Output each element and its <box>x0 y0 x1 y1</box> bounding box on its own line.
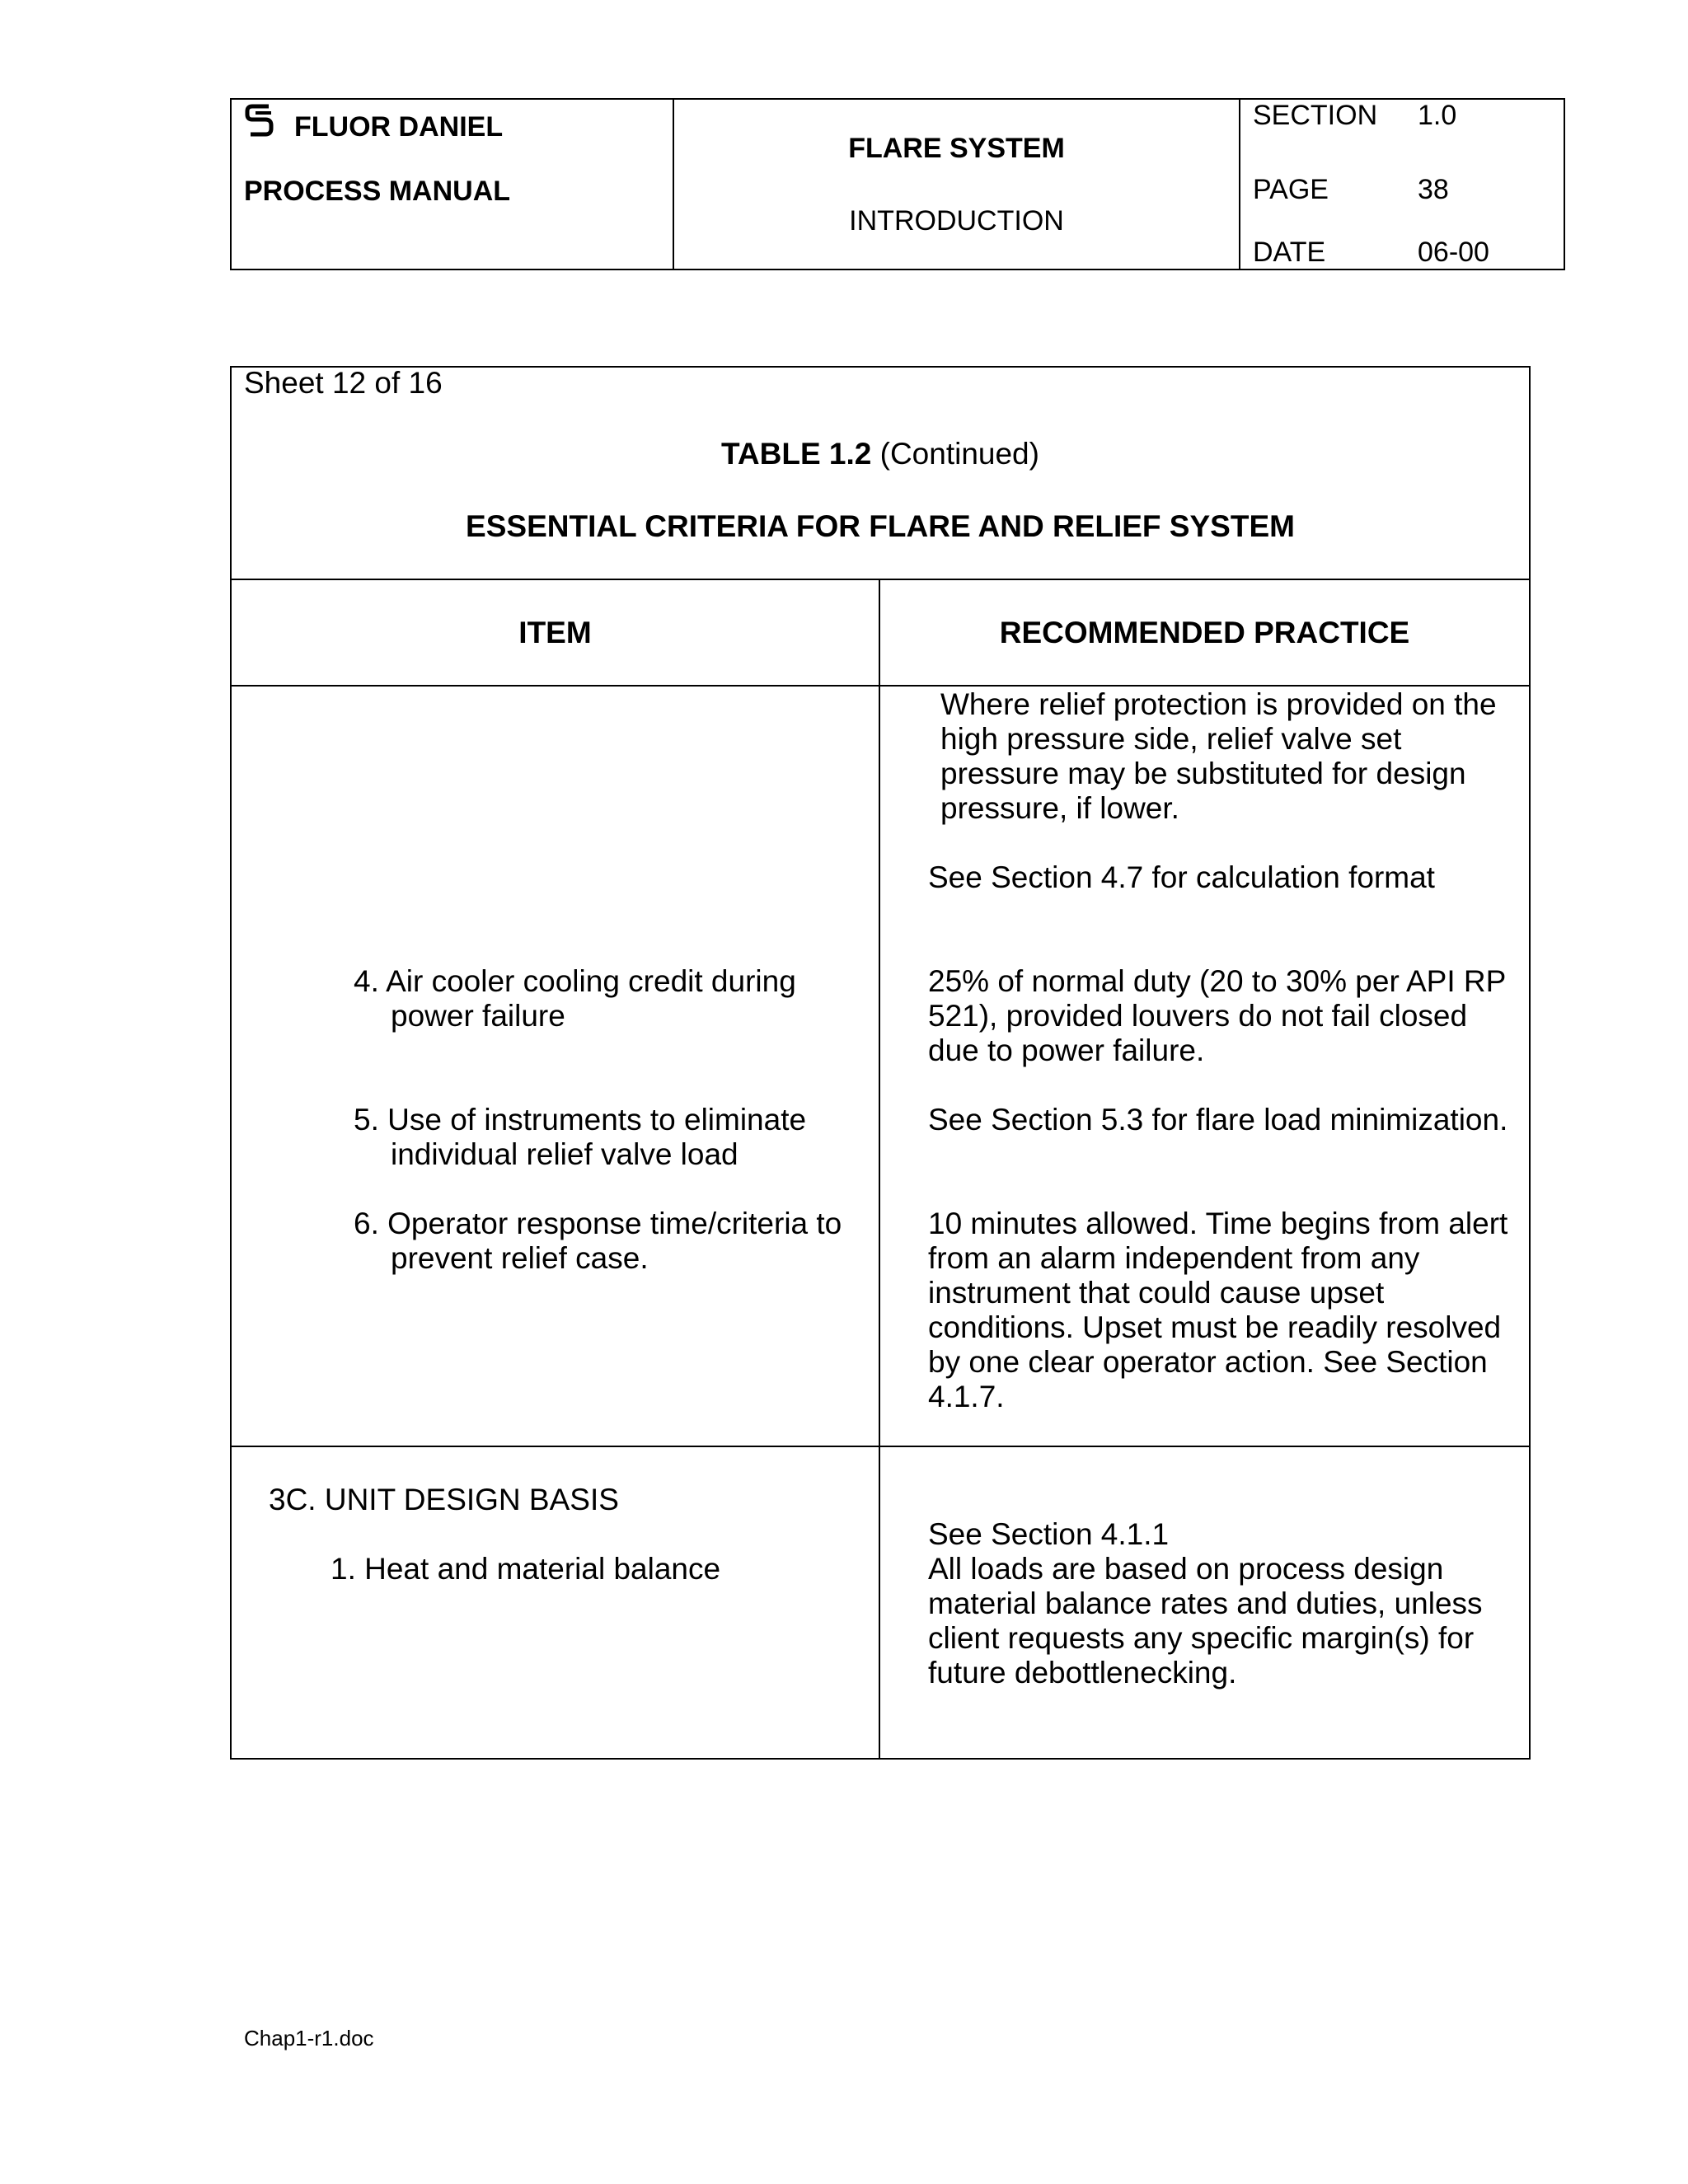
table-title <box>232 437 1529 472</box>
table-title-continued: (Continued) <box>871 437 1039 471</box>
item-6-practice: by one clear operator action. See Section <box>928 1345 1488 1379</box>
header-divider-2 <box>1239 98 1240 270</box>
header-divider-1 <box>673 98 674 270</box>
item-5-label: 5. Use of instruments to eliminate <box>354 1103 807 1137</box>
item-5-label-cont: individual relief valve load <box>391 1137 738 1171</box>
practice-intro-line: pressure may be substituted for design <box>940 757 1466 790</box>
unit-design-practice: All loads are based on process design <box>928 1552 1444 1586</box>
item-6-practice: from an alarm independent from any <box>928 1241 1420 1275</box>
header-border-bottom <box>230 269 1565 270</box>
practice-intro-line: high pressure side, relief valve set <box>940 722 1402 756</box>
column-header-item: ITEM <box>518 616 592 649</box>
unit-design-practice: material balance rates and duties, unless <box>928 1586 1483 1620</box>
footer-filename: Chap1-r1.doc <box>244 2026 374 2050</box>
unit-design-practice: future debottlenecking. <box>928 1656 1237 1690</box>
item-4-label: 4. Air cooler cooling credit during <box>354 964 796 998</box>
item-6-label: 6. Operator response time/criteria to <box>354 1207 842 1240</box>
section-value: 1.0 <box>1418 100 1457 131</box>
column-header-practice: RECOMMENDED PRACTICE <box>999 616 1410 649</box>
page-value: 38 <box>1418 174 1449 205</box>
item-6-label-cont: prevent relief case. <box>391 1241 649 1275</box>
unit-design-basis-heading: 3C. UNIT DESIGN BASIS <box>269 1483 619 1516</box>
section-label: SECTION <box>1253 100 1378 131</box>
item-5-practice: See Section 5.3 for flare load minimization. <box>928 1103 1508 1137</box>
unit-design-practice: See Section 4.1.1 <box>928 1517 1170 1551</box>
unit-design-practice: client requests any specific margin(s) for <box>928 1621 1475 1655</box>
item-6-practice: 10 minutes allowed. Time begins from alert <box>928 1207 1508 1240</box>
table-column-divider <box>879 579 880 1760</box>
table-row-divider <box>230 1446 1531 1447</box>
item-6-practice: instrument that could cause upset <box>928 1276 1385 1310</box>
item-4-label-cont: power failure <box>391 999 565 1033</box>
table-title-divider <box>230 579 1531 580</box>
item-6-practice: conditions. Upset must be readily resolved <box>928 1310 1502 1344</box>
header-border-left <box>230 98 232 270</box>
practice-intro-line: Where relief protection is provided on the <box>940 687 1497 721</box>
item-4-practice: 25% of normal duty (20 to 30% per API RP <box>928 964 1507 998</box>
header-border-right <box>1564 98 1565 270</box>
practice-intro-line: pressure, if lower. <box>940 791 1179 825</box>
document-subtitle: INTRODUCTION <box>849 205 1064 237</box>
date-label: DATE <box>1253 237 1326 268</box>
table-subtitle: ESSENTIAL CRITERIA FOR FLARE AND RELIEF SYSTEM <box>466 509 1295 543</box>
sheet-number: Sheet 12 of 16 <box>244 366 443 400</box>
fluor-daniel-logo-icon <box>244 103 275 139</box>
page-label: PAGE <box>1253 174 1329 205</box>
document-title: FLARE SYSTEM <box>848 133 1065 164</box>
item-4-practice: 521), provided louvers do not fail closed <box>928 999 1468 1033</box>
date-value: 06-00 <box>1418 237 1489 268</box>
manual-name: PROCESS MANUAL <box>244 176 511 207</box>
heat-material-balance-item: 1. Heat and material balance <box>331 1552 721 1586</box>
item-4-practice: due to power failure. <box>928 1033 1205 1067</box>
table-border-left <box>230 366 232 1760</box>
table-title-bold: TABLE 1.2 <box>721 437 872 471</box>
table-header-divider <box>230 685 1531 687</box>
item-6-practice: 4.1.7. <box>928 1380 1005 1413</box>
company-name: FLUOR DANIEL <box>294 111 504 143</box>
table-border-right <box>1529 366 1531 1760</box>
practice-reference: See Section 4.7 for calculation format <box>928 860 1435 894</box>
table-border-bottom <box>230 1758 1531 1760</box>
